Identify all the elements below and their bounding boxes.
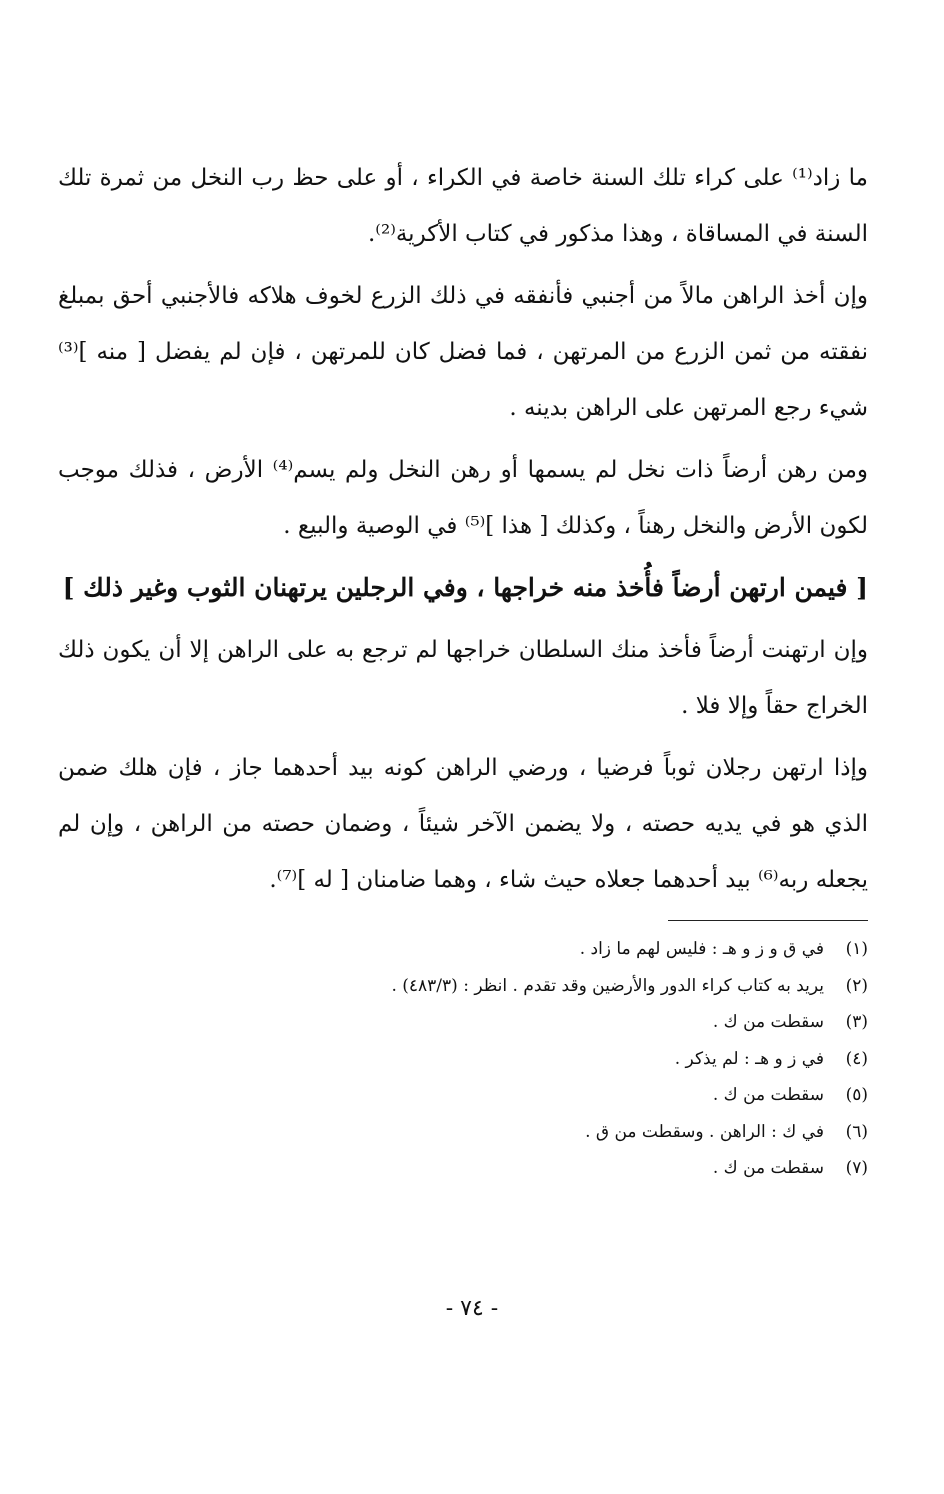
page-body [58, 150, 868, 1187]
footnote-divider [668, 920, 868, 921]
page-number: - ٧٤ - [445, 1296, 499, 1321]
footnote-text: سقطت من ك . [712, 1158, 824, 1178]
paragraph-4: وإن ارتهنت أرضاً فأخذ منك السلطان خراجها لم ترجع به على الراهن إلا أن يكون ذلك الخراج حقاً وإلا فلا . [58, 637, 868, 719]
footnote-text: في ك : الراهن . وسقطت من ق . [585, 1121, 824, 1142]
footnote-item [58, 1114, 868, 1151]
footnote-item [58, 1004, 868, 1041]
section-heading: [ فيمن ارتهن أرضاً فأُخذ منه خراجها ، وفي الرجلين يرتهنان الثوب وغير ذلك ] [62, 573, 868, 602]
footnote-item [58, 1150, 868, 1187]
footnote-number: (٥) [845, 1085, 868, 1105]
footnote-number: (٣) [845, 1012, 868, 1032]
paragraph-5: وإذا ارتهن رجلان ثوباً فرضيا ، ورضي الراهن كونه بيد أحدهما جاز ، فإن هلك ضمن الذي هو في يديه حصته ، ولا يضمن الآخر شيئاً ، وضمان حصته من الراهن ، وإن لم يجعله ربه⁽⁶⁾ بيد أحدهما جعلاه حيث شاء ، وهما ضامنان [ له ]⁽⁷⁾. [58, 755, 868, 893]
footnote-list [58, 931, 868, 1187]
footnote-text: في ق و ز و هـ : فليس لهم ما زاد . [579, 939, 824, 959]
footnote-item [58, 931, 868, 968]
footnote-number: (١) [845, 939, 868, 959]
footnote-text: يريد به كتاب كراء الدور والأرضين وقد تقدم . انظر : (٤٨٣/٣) . [391, 975, 824, 996]
paragraph-3: ومن رهن أرضاً ذات نخل لم يسمها أو رهن النخل ولم يسم⁽⁴⁾ الأرض ، فذلك موجب لكون الأرض والنخل رهناً ، وكذلك [ هذا ]⁽⁵⁾ في الوصية والبيع . [58, 457, 869, 539]
footnote-text: سقطت من ك . [712, 1012, 824, 1032]
footnote-number: (٢) [845, 975, 868, 996]
footnote-item [58, 968, 868, 1005]
paragraph-2: وإن أخذ الراهن مالاً من أجنبي فأنفقه في ذلك الزرع لخوف هلاكه فالأجنبي أحق بمبلغ نفقته من ثمن الزرع من المرتهن ، فما فضل كان للمرتهن ، فإن لم يفضل [ منه ]⁽³⁾ شيء رجع المرتهن على الراهن بدينه . [58, 283, 868, 421]
footnote-item [58, 1077, 868, 1114]
footnote-text: سقطت من ك . [712, 1085, 824, 1105]
footnote-number: (٦) [845, 1121, 868, 1142]
footnote-number: (٤) [845, 1048, 868, 1069]
footnote-number: (٧) [845, 1158, 868, 1178]
paragraph-1: ما زاد⁽¹⁾ على كراء تلك السنة خاصة في الكراء ، أو على حظ رب النخل من ثمرة تلك السنة في المساقاة ، وهذا مذكور في كتاب الأكرية⁽²⁾. [58, 165, 868, 247]
footnote-text: في ز و هـ : لم يذكر . [674, 1048, 824, 1069]
footnote-item [58, 1041, 868, 1078]
